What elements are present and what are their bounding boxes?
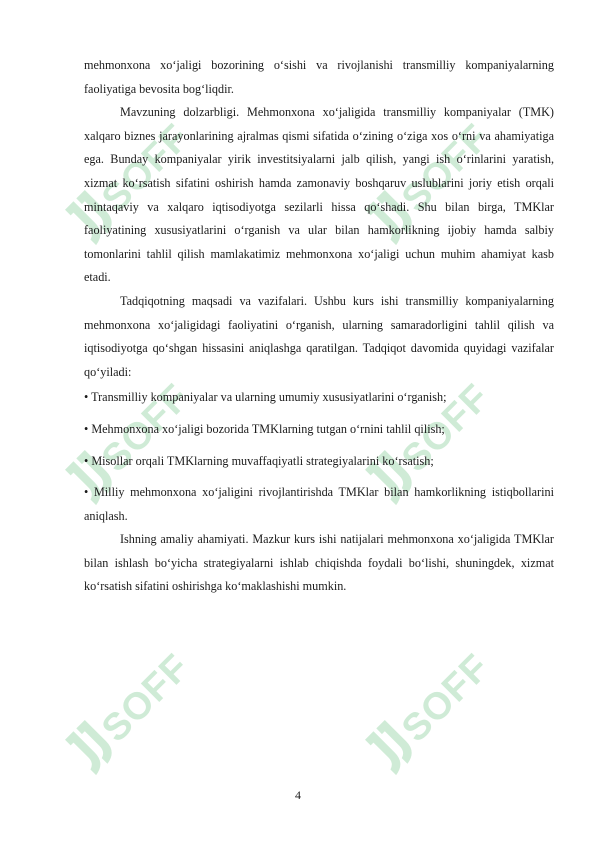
watermark-logo: SOFF: [336, 346, 534, 544]
watermark-logo: SOFF: [36, 616, 234, 814]
body-text: [84, 54, 554, 599]
list-item: • Milliy mehmonxona xo‘jaligini rivojlantirishda TMKlar bilan hamkorlikning istiqbollarini aniqlash.: [84, 485, 554, 523]
watermark-logo: SOFF: [336, 86, 534, 284]
watermark-logo: SOFF: [36, 86, 234, 284]
watermark-logo: SOFF: [36, 346, 234, 544]
list-item: • Misollar orqali TMKlarning muvaffaqiyatli strategiyalarini ko‘rsatish;: [84, 453, 434, 468]
paragraph-relevance: Mavzuning dolzarbligi. Mehmonxona xo‘jaligida transmilliy kompaniyalar (TMK) xalqaro biznes jarayonlarining ajralmas qismi sifatida o‘zining o‘ziga xos o‘rni va ahamiyatiga ega. Bunday kompaniyalar yirik investitsiyalarni jalb qilish, yangi ish o‘rinlarini yaratish, xizmat ko‘rsatish sifatini oshirish hamda zamonaviy boshqaruv uslublarini joriy etish orqali mintaqaviy va xalqaro iqtisodiyotga sezilarli hissa qo‘shadi. Shu bilan birga, TMKlar faoliyatining xususiyatlarini o‘rganish va ular bilan hamkorlikning ijobiy hamda salbiy tomonlarini tahlil qilish mamlakatimiz mehmonxona xo‘jaligi uchun muhim ahamiyat kasb etadi.: [84, 105, 554, 285]
watermark-logo: SOFF: [336, 616, 534, 814]
paragraph-aims: Tadqiqotning maqsadi va vazifalari. Ushbu kurs ishi transmilliy kompaniyalarning mehmonxona xo‘jaligidagi faoliyatini o‘rganish, ularning samaradorligini tahlil qilish va iqtisodiyotga qo‘shgan hissasini aniqlashga qaratilgan. Tadqiqot davomida quyidagi vazifalar qo‘yiladi:: [84, 293, 554, 379]
list-item: • Mehmonxona xo‘jaligi bozorida TMKlarning tutgan o‘rnini tahlil qilish;: [84, 421, 445, 436]
paragraph-continuation: mehmonxona xo‘jaligi bozorining o‘sishi va rivojlanishi transmilliy kompaniyalarning faoliyatiga bevosita bog‘liqdir.: [84, 58, 554, 96]
list-item: • Transmilliy kompaniyalar va ularning umumiy xususiyatlarini o‘rganish;: [84, 390, 447, 405]
paragraph-practical: Ishning amaliy ahamiyati. Mazkur kurs ishi natijalari mehmonxona xo‘jaligida TMKlar bilan ishlash bo‘yicha strategiyalarni ishlab chiqishda foydali bo‘lishi, shuningdek, xizmat ko‘rsatish sifatini oshirishga ko‘maklashishi mumkin.: [84, 532, 554, 594]
page-number: 4: [295, 788, 301, 802]
